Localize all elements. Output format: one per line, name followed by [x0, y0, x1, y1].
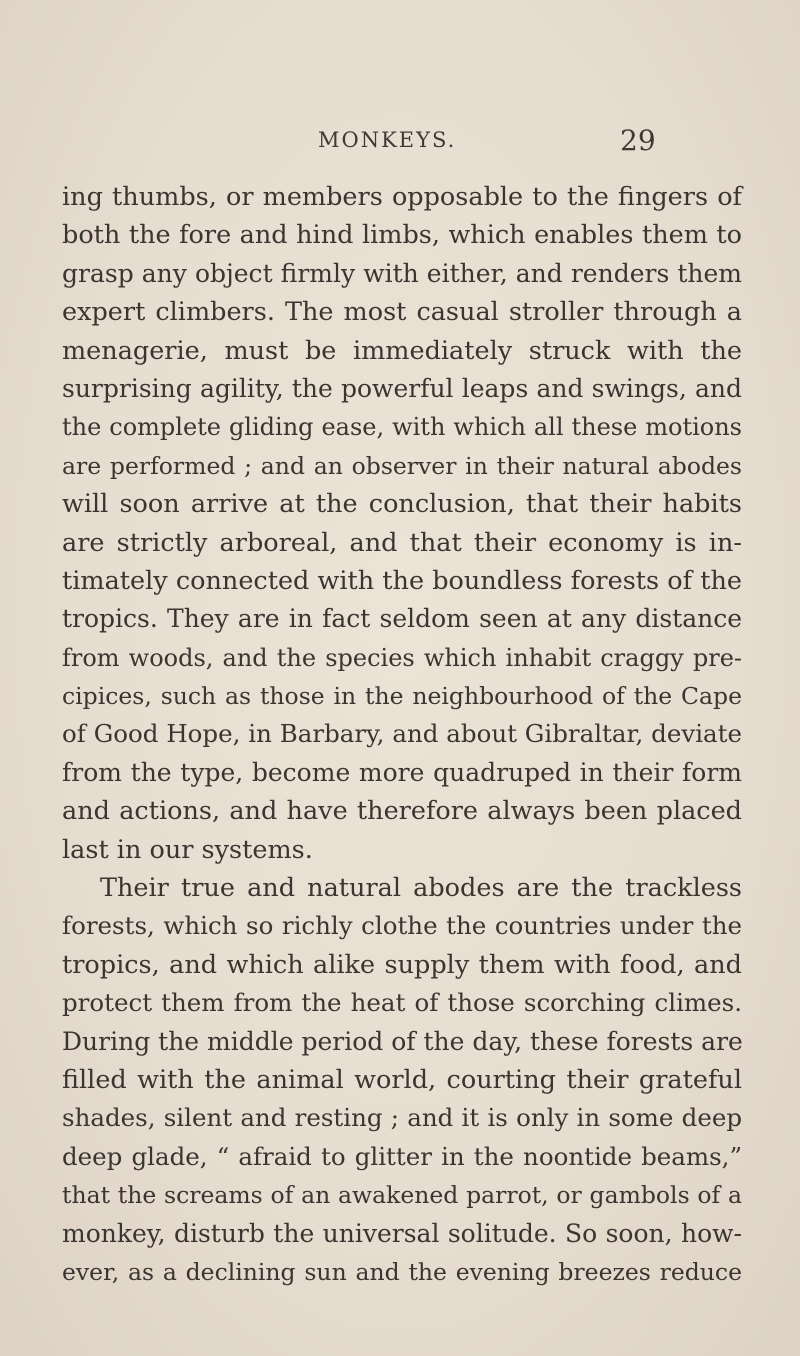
running-head — [0, 118, 800, 158]
text-line: the complete gliding ease, with which all these motions — [62, 413, 742, 442]
text-line: expert climbers. The most casual stroller through a — [62, 297, 742, 328]
text-line: tropics, and which alike supply them with food, and — [62, 949, 742, 980]
text-line: of Good Hope, in Barbary, and about Gibraltar, deviate — [62, 719, 742, 749]
text-line: tropics. They are in fact seldom seen at any distance — [62, 604, 742, 634]
text-line: both the fore and hind limbs, which enables them to — [62, 220, 742, 251]
text-line: are strictly arboreal, and that their economy is in- — [62, 527, 742, 558]
text-line: that the screams of an awakened parrot, or gambols of a — [62, 1181, 742, 1210]
paragraph-start-line: Their true and natural abodes are the trackless — [100, 873, 742, 904]
text-line: filled with the animal world, courting their grateful — [62, 1064, 742, 1095]
text-line: menagerie, must be immediately struck with the — [62, 335, 742, 366]
text-line: timately connected with the boundless forests of the — [62, 565, 742, 596]
text-line: forests, which so richly clothe the countries under the — [62, 911, 742, 941]
text-line: surprising agility, the powerful leaps and swings, and — [62, 373, 742, 403]
body-text — [62, 178, 742, 1291]
text-line: grasp any object firmly with either, and renders them — [62, 258, 742, 288]
running-title: MONKEYS. — [318, 128, 457, 152]
text-line: monkey, disturb the universal solitude. So soon, how- — [62, 1218, 742, 1248]
text-line: from the type, become more quadruped in their form — [62, 757, 742, 787]
text-line: ing thumbs, or members opposable to the fingers of — [62, 182, 742, 212]
text-line: from woods, and the species which inhabit craggy pre- — [62, 643, 742, 672]
text-line: will soon arrive at the conclusion, that their habits — [62, 489, 742, 520]
text-line: and actions, and have therefore always been placed — [62, 796, 742, 827]
page-number: 29 — [620, 124, 656, 157]
text-line: are performed ; and an observer in their natural abodes — [62, 451, 742, 480]
text-line: deep glade, “ afraid to glitter in the noontide beams,” — [62, 1141, 742, 1171]
text-line: cipices, such as those in the neighbourhood of the Cape — [62, 682, 742, 711]
text-line: shades, silent and resting ; and it is only in some deep — [62, 1103, 742, 1133]
paragraph-end-line: last in our systems. — [62, 834, 313, 865]
text-line: ever, as a declining sun and the evening breezes reduce — [62, 1257, 742, 1286]
text-line: During the middle period of the day, these forests are — [62, 1026, 743, 1056]
text-line: protect them from the heat of those scorching climes. — [62, 988, 742, 1018]
